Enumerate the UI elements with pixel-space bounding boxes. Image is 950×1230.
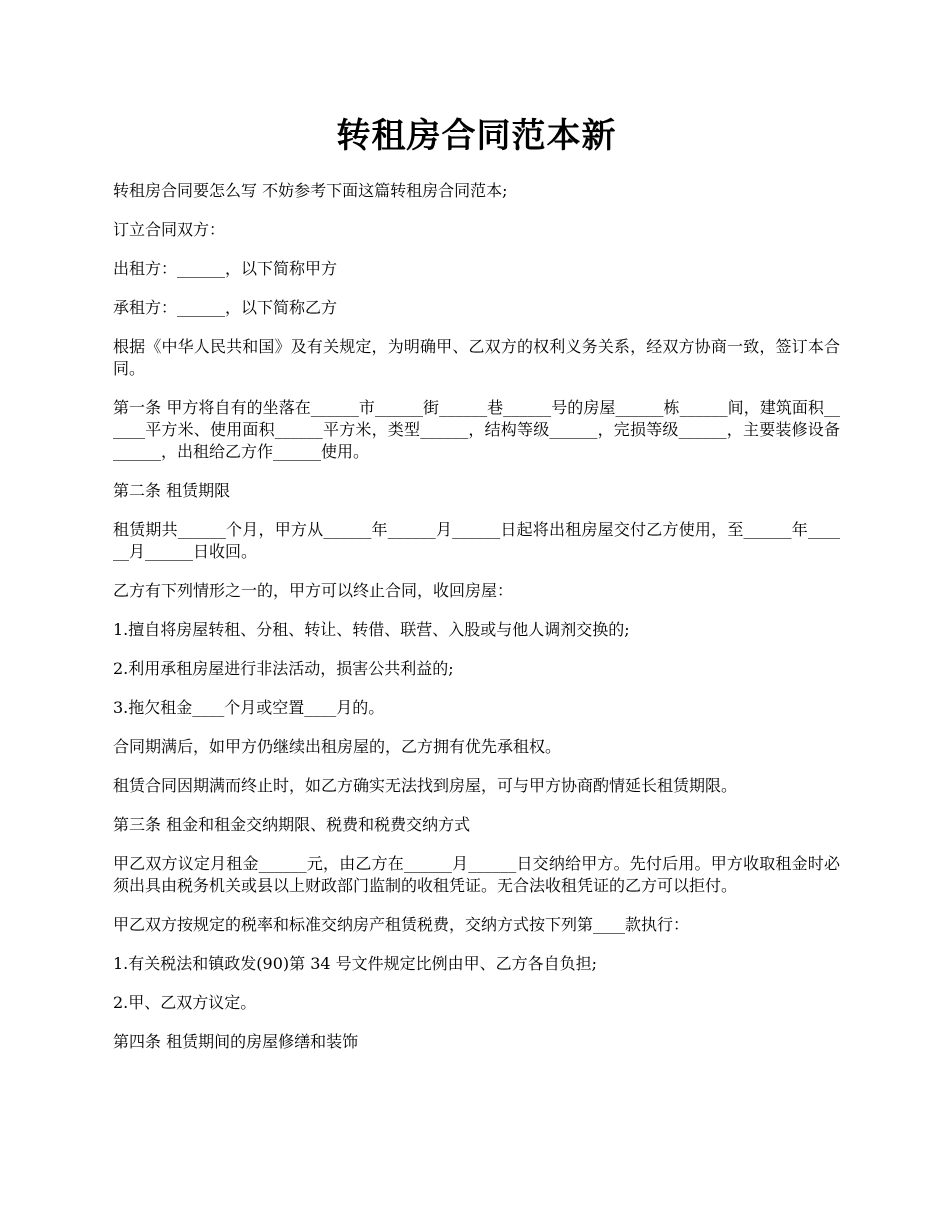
lessor-line: 出租方：______，以下简称甲方: [113, 259, 338, 278]
rent-payment-paragraph: 甲乙双方议定月租金______元，由乙方在______月______日交纳给甲方。先付后用。甲方收取租金时必须出具由税务机关或县以上财政部门监制的收租凭证。无合法收租凭证的乙方可以拒付。: [113, 854, 840, 895]
extension-paragraph: 租赁合同因期满而终止时，如乙方确实无法找到房屋，可与甲方协商酌情延长租赁期限。: [113, 776, 738, 795]
tax-item-2: 2.甲、乙双方议定。: [113, 993, 257, 1012]
tax-item-1: 1.有关税法和镇政发(90)第 34 号文件规定比例由甲、乙方各自负担;: [113, 954, 598, 973]
termination-intro: 乙方有下列情形之一的，甲方可以终止合同，收回房屋：: [113, 581, 514, 600]
article-3-heading: 第三条 租金和租金交纳期限、税费和税费交纳方式: [113, 815, 471, 834]
document-page: [113, 112, 840, 1070]
termination-item-2: 2.利用承租房屋进行非法活动，损害公共利益的;: [113, 659, 454, 678]
article-1-paragraph: 第一条 甲方将自有的坐落在______市______街______巷______号的房屋______栋______间，建筑面积______平方米、使用面积______平方米，类型______，结构等级______，完损等级______，主要装修设备______，出租给乙方作______使用。: [113, 398, 840, 461]
preamble-paragraph: 根据《中华人民共和国》及有关规定，为明确甲、乙双方的权利义务关系，经双方协商一致，签订本合同。: [113, 337, 840, 378]
tax-paragraph: 甲乙双方按规定的税率和标准交纳房产租赁税费，交纳方式按下列第____款执行：: [113, 915, 690, 934]
document-title: 转租房合同范本新: [336, 116, 617, 156]
article-2-heading: 第二条 租赁期限: [113, 481, 231, 500]
renewal-priority-paragraph: 合同期满后，如甲方仍继续出租房屋的，乙方拥有优先承租权。: [113, 737, 562, 756]
parties-heading: 订立合同双方：: [113, 220, 226, 239]
intro-paragraph: 转租房合同要怎么写 不妨参考下面这篇转租房合同范本;: [113, 181, 508, 200]
lease-term-paragraph: 租赁期共______个月，甲方从______年______月______日起将出租房屋交付乙方使用，至______年______月______日收回。: [113, 520, 840, 561]
termination-item-3: 3.拖欠租金____个月或空置____月的。: [113, 698, 385, 717]
lessee-line: 承租方：______，以下简称乙方: [113, 298, 338, 317]
article-4-heading: 第四条 租赁期间的房屋修缮和装饰: [113, 1032, 359, 1051]
termination-item-1: 1.擅自将房屋转租、分租、转让、转借、联营、入股或与他人调剂交换的;: [113, 620, 630, 639]
